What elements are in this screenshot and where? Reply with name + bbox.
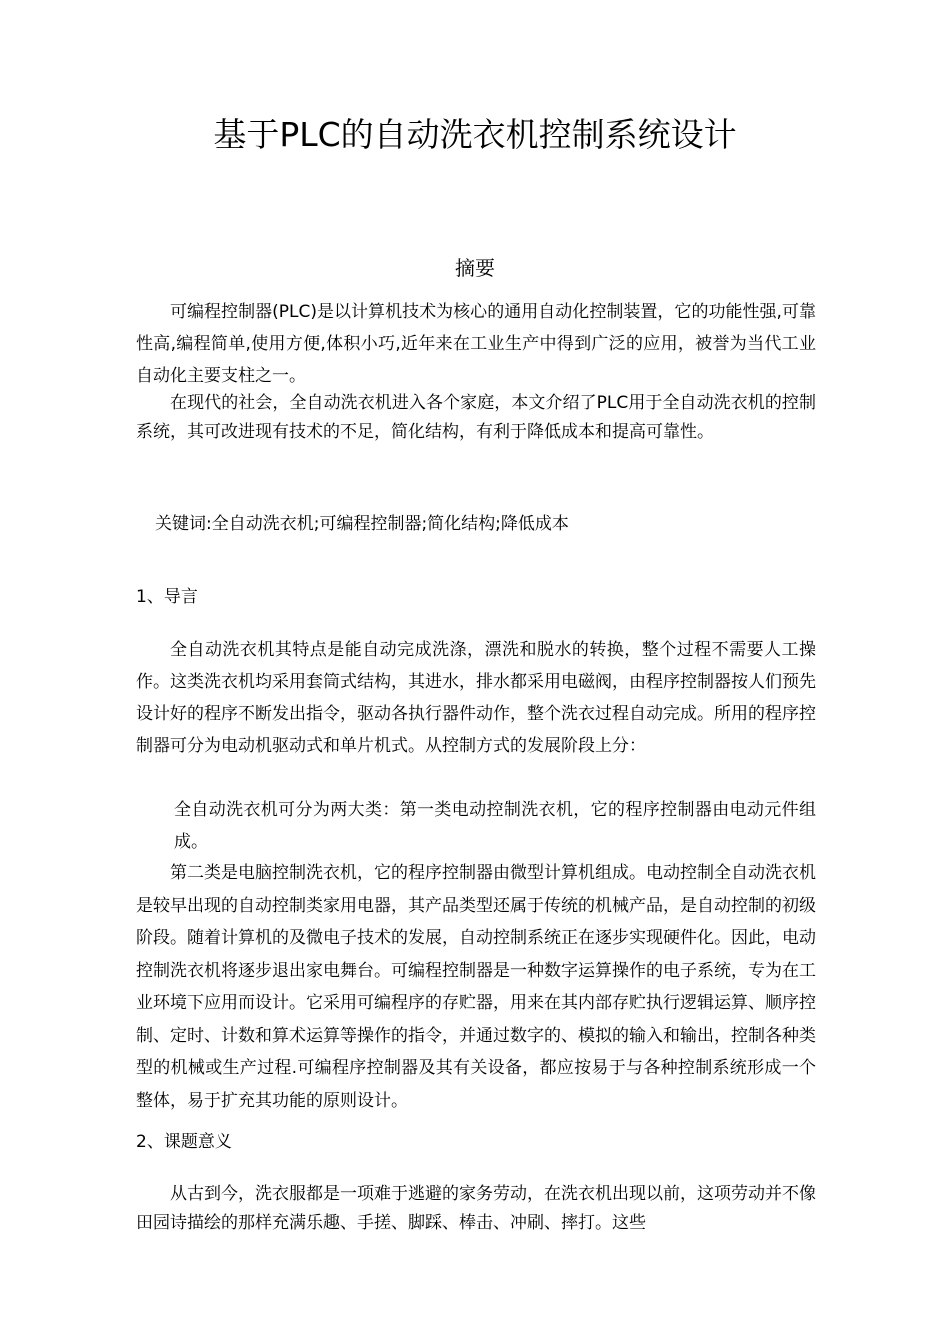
abstract-paragraph: 可编程控制器(PLC)是以计算机技术为核心的通用自动化控制装置，它的功能性强,可靠性高,编程简单,使用方便,体积小巧,近年来在工业生产中得到广泛的应用，被誉为当代工业自动化主要支柱之一。 — [136, 302, 816, 386]
section-heading-intro: 1、导言 — [136, 587, 198, 607]
section-heading-significance: 2、课题意义 — [136, 1132, 232, 1152]
body-paragraph: 第二类是电脑控制洗衣机，它的程序控制器由微型计算机组成。电动控制全自动洗衣机是较早出现的自动控制类家用电器，其产品类型还属于传统的机械产品，是自动控制的初级阶段。随着计算机的及微电子技术的发展，自动控制系统正在逐步实现硬件化。因此，电动控制洗衣机将逐步退出家电舞台。可编程控制器是一种数字运算操作的电子系统，专为在工业环境下应用而设计。它采用可编程序的存贮器，用来在其内部存贮执行逻辑运算、顺序控制、定时、计数和算术运算等操作的指令，并通过数字的、模拟的输入和输出，控制各种类型的机械或生产过程.可编程序控制器及其有关设备，都应按易于与各种控制系统形成一个整体，易于扩充其功能的原则设计。 — [136, 863, 816, 1111]
abstract-heading: 摘要 — [455, 256, 495, 280]
abstract-paragraph: 在现代的社会，全自动洗衣机进入各个家庭，本文介绍了PLC用于全自动洗衣机的控制系统，其可改进现有技术的不足，简化结构，有利于降低成本和提高可靠性。 — [136, 393, 816, 442]
body-paragraph: 从古到今，洗衣服都是一项难于逃避的家务劳动，在洗衣机出现以前，这项劳动并不像田园诗描绘的那样充满乐趣、手搓、脚踩、棒击、冲刷、摔打。这些 — [136, 1184, 816, 1233]
body-paragraph: 全自动洗衣机可分为两大类：第一类电动控制洗衣机，它的程序控制器由电动元件组成。 — [174, 800, 816, 852]
document-title: 基于PLC的自动洗衣机控制系统设计 — [213, 115, 737, 154]
keywords: 关键词:全自动洗衣机;可编程控制器;简化结构;降低成本 — [155, 514, 569, 534]
body-paragraph: 全自动洗衣机其特点是能自动完成洗涤，漂洗和脱水的转换，整个过程不需要人工操作。这类洗衣机均采用套筒式结构，其进水，排水都采用电磁阀，由程序控制器按人们预先设计好的程序不断发出指令，驱动各执行器件动作，整个洗衣过程自动完成。所用的程序控制器可分为电动机驱动式和单片机式。从控制方式的发展阶段上分： — [136, 640, 816, 756]
